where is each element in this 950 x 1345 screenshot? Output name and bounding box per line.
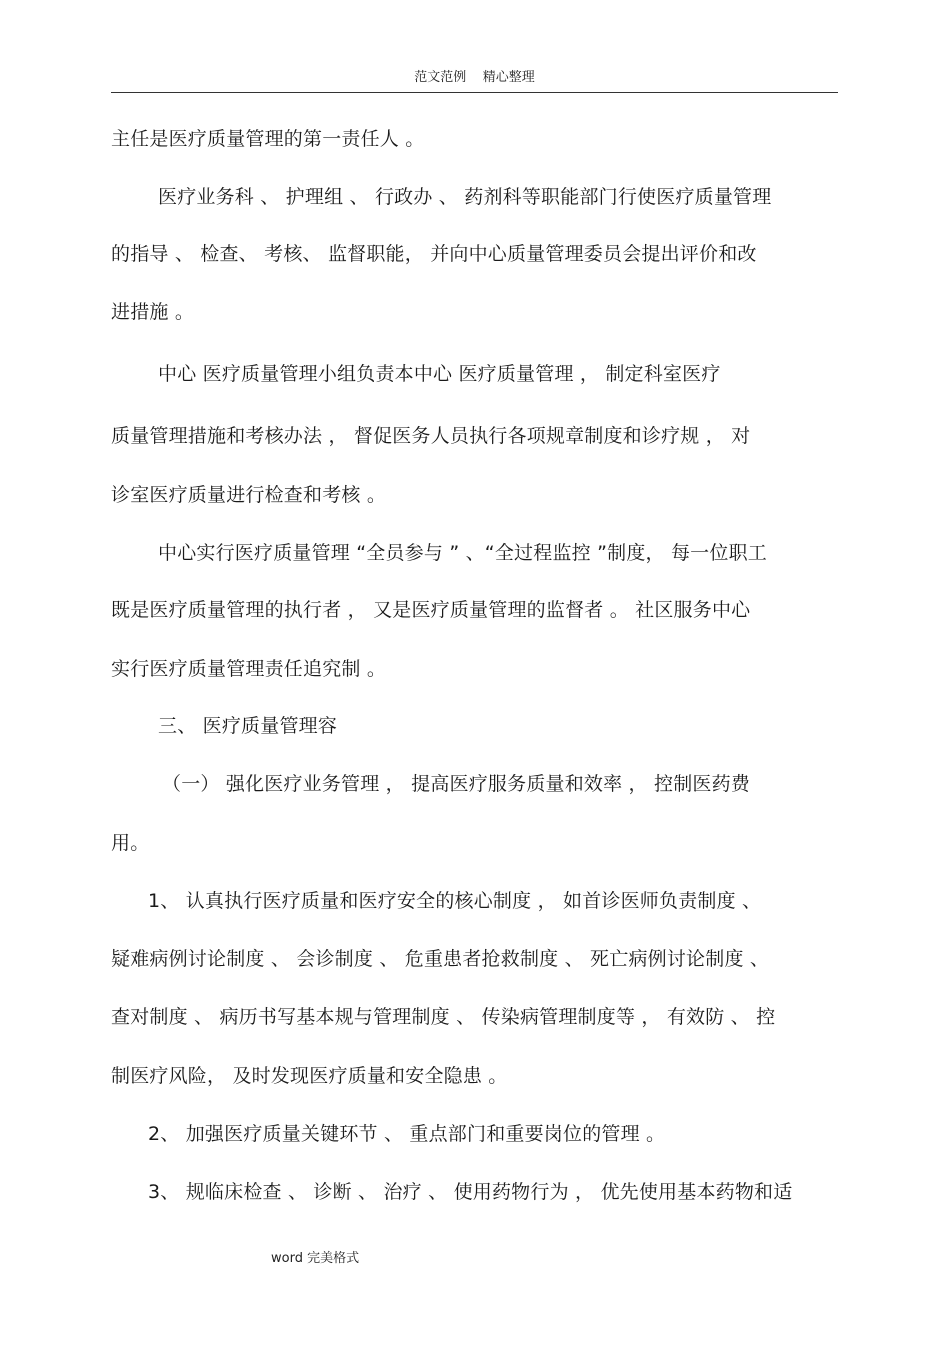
section-heading: 三、 医疗质量管理容	[158, 715, 338, 737]
header-text: 范文范例 精心整理	[414, 70, 535, 85]
paragraph-line: 用。	[111, 832, 150, 854]
paragraph-line: （一） 强化医疗业务管理 ， 提高医疗服务质量和效率 ， 控制医药费	[162, 773, 750, 795]
paragraph-line: 既是医疗质量管理的执行者 ， 又是医疗质量管理的监督者 。 社区服务中心	[111, 599, 751, 621]
paragraph-line: 进措施 。	[111, 301, 195, 323]
paragraph-line: 质量管理措施和考核办法 ， 督促医务人员执行各项规章制度和诊疗规 ， 对	[111, 425, 751, 447]
list-item-line: 疑难病例讨论制度 、 会诊制度 、 危重患者抢救制度 、 死亡病例讨论制度 、	[111, 948, 770, 970]
paragraph-line: 实行医疗质量管理责任追究制 。	[111, 658, 387, 680]
paragraph-line: 中心 医疗质量管理小组负责本中心 医疗质量管理 ， 制定科室医疗	[158, 363, 721, 385]
list-item-line: 查对制度 、 病历书写基本规与管理制度 、 传染病管理制度等 ， 有效防 、 控	[111, 1006, 776, 1028]
paragraph-line: 中心实行医疗质量管理 “全员参与 ” 、“全过程监控 ”制度， 每一位职工	[158, 542, 767, 564]
paragraph-line: 主任是医疗质量管理的第一责任人 。	[111, 128, 425, 150]
list-item-line: 2、 加强医疗质量关键环节 、 重点部门和重要岗位的管理 。	[148, 1123, 666, 1145]
paragraph-line: 医疗业务科 、 护理组 、 行政办 、 药剂科等职能部门行使医疗质量管理	[158, 186, 772, 208]
list-item-line: 制医疗风险， 及时发现医疗质量和安全隐患 。	[111, 1065, 508, 1087]
paragraph-line: 的指导 、 检查、 考核、 监督职能， 并向中心质量管理委员会提出评价和改	[111, 243, 757, 265]
list-item-line: 1、 认真执行医疗质量和医疗安全的核心制度 ， 如首诊医师负责制度 、	[148, 890, 762, 912]
list-item-line: 3、 规临床检查 、 诊断 、 治疗 、 使用药物行为 ， 优先使用基本药物和适	[148, 1181, 793, 1203]
paragraph-line: 诊室医疗质量进行检查和考核 。	[111, 484, 387, 506]
page-footer: word 完美格式	[271, 1251, 360, 1266]
page-header	[111, 0, 838, 93]
